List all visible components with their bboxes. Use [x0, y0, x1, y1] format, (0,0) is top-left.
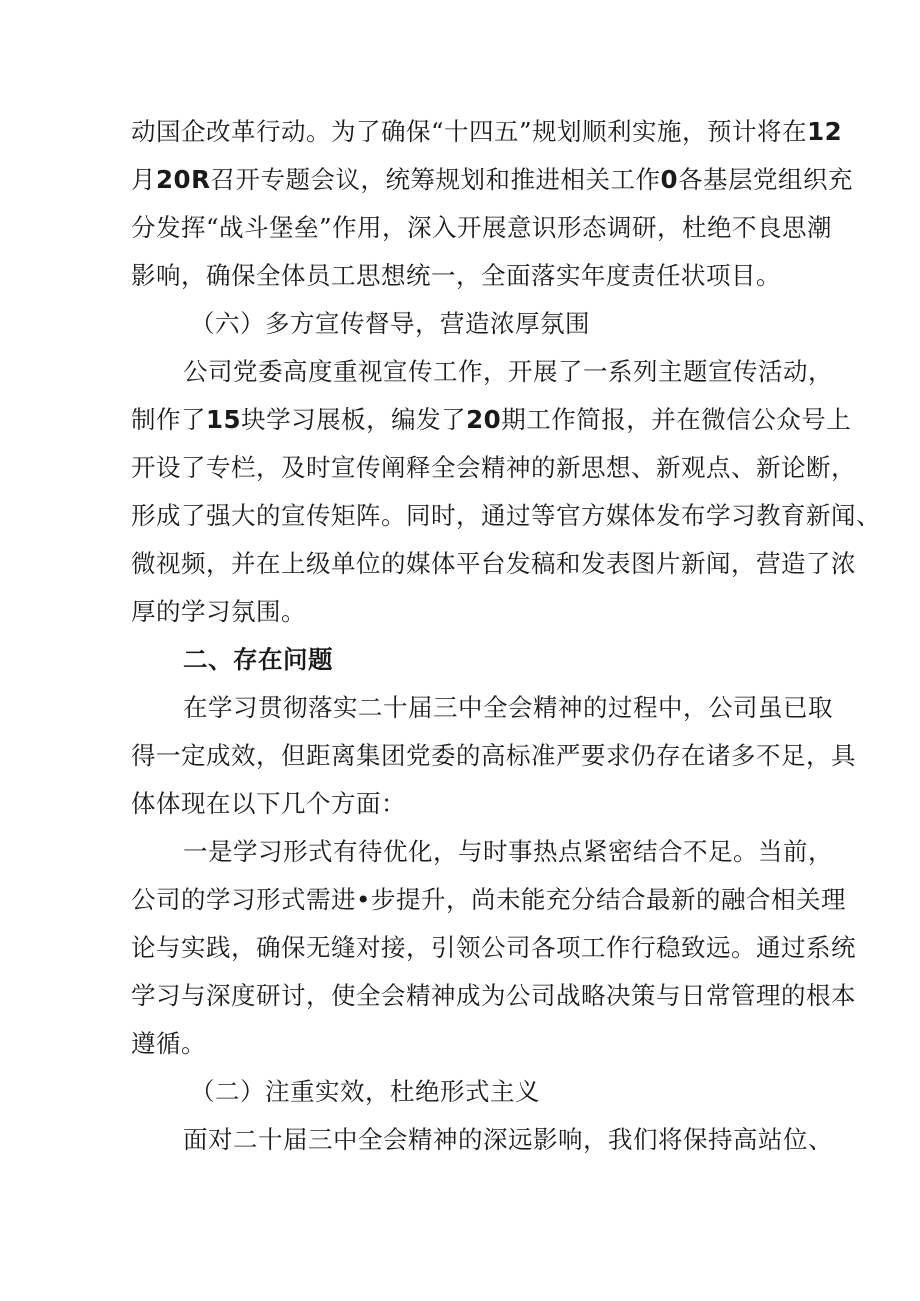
body-text-line [183, 357, 833, 387]
text-run: 体体现在以下几个方面： [131, 789, 406, 818]
body-text-line [131, 453, 856, 483]
number-run: 0 [660, 165, 679, 194]
text-run: 各基层党组织充 [678, 165, 854, 194]
text-run: 微视频，并在上级单位的媒体平台发稿和发表图片新闻，营造了浓 [131, 549, 856, 578]
section-subheading [190, 309, 590, 339]
body-text-line [131, 933, 856, 963]
text-run: （六）多方宣传督导，营造浓厚氛围 [190, 309, 590, 338]
number-run: 20R [156, 165, 211, 194]
text-run: 一是学习形式有待优化，与时事热点紧密结合不足。当前， [183, 837, 833, 866]
text-run: 公司党委高度重视宣传工作，开展了一系列主题宣传活动， [183, 357, 833, 386]
body-text-line [131, 261, 781, 291]
text-run: 二、存在问题 [183, 645, 333, 674]
text-run: 制作了 [131, 405, 206, 434]
body-text-line [131, 789, 406, 819]
body-text-line [131, 117, 842, 147]
section-heading [183, 645, 333, 675]
body-text-line [131, 405, 851, 435]
text-run: 遵循。 [131, 1029, 206, 1058]
body-text-line [131, 981, 856, 1011]
text-run: 公司的学习形式需进•步提升，尚未能充分结合最新的融合相关理 [131, 885, 846, 914]
section-subheading [190, 1077, 540, 1107]
text-run: 面对二十届三中全会精神的深远影响，我们将保持高站位、 [183, 1125, 833, 1154]
text-run: 月 [131, 165, 156, 194]
body-text-line [131, 213, 832, 243]
body-text-line [183, 1125, 833, 1155]
text-run: 开设了专栏，及时宣传阐释全会精神的新思想、新观点、新论断， [131, 453, 856, 482]
text-run: 期工作简报，并在微信公众号上 [501, 405, 852, 434]
text-run: 厚的学习氛围。 [131, 597, 306, 626]
text-run: 得一定成效，但距离集团党委的高标准严要求仍存在诸多不足，具 [131, 741, 856, 770]
body-text-line [131, 741, 856, 771]
body-text-line [131, 597, 306, 627]
text-run: 召开专题会议，统筹规划和推进相关工作 [210, 165, 661, 194]
number-run: 12 [807, 117, 843, 146]
body-text-line [183, 837, 833, 867]
body-text-line [131, 501, 881, 531]
body-text-line [183, 693, 833, 723]
body-text-line [131, 1029, 206, 1059]
text-run: 动国企改革行动。为了确保“十四五”规划顺利实施，预计将在 [131, 117, 808, 146]
text-run: 分发挥“战斗堡垒”作用，深入开展意识形态调研，杜绝不良思潮 [131, 213, 833, 242]
text-run: 块学习展板，编发了 [241, 405, 467, 434]
number-run: 15 [206, 405, 242, 434]
text-run: 学习与深度研讨，使全会精神成为公司战略决策与日常管理的根本 [131, 981, 856, 1010]
number-run: 20 [466, 405, 502, 434]
text-run: 在学习贯彻落实二十届三中全会精神的过程中，公司虽已取 [183, 693, 833, 722]
text-run: 论与实践，确保无缝对接，引领公司各项工作行稳致远。通过系统 [131, 933, 856, 962]
text-run: 形成了强大的宣传矩阵。同时，通过等官方媒体发布学习教育新闻、 [131, 501, 881, 530]
body-text-line [131, 165, 853, 195]
body-text-line [131, 885, 846, 915]
text-run: （二）注重实效，杜绝形式主义 [190, 1077, 540, 1106]
body-text-line [131, 549, 856, 579]
text-run: 影响，确保全体员工思想统一，全面落实年度责任状项目。 [131, 261, 781, 290]
